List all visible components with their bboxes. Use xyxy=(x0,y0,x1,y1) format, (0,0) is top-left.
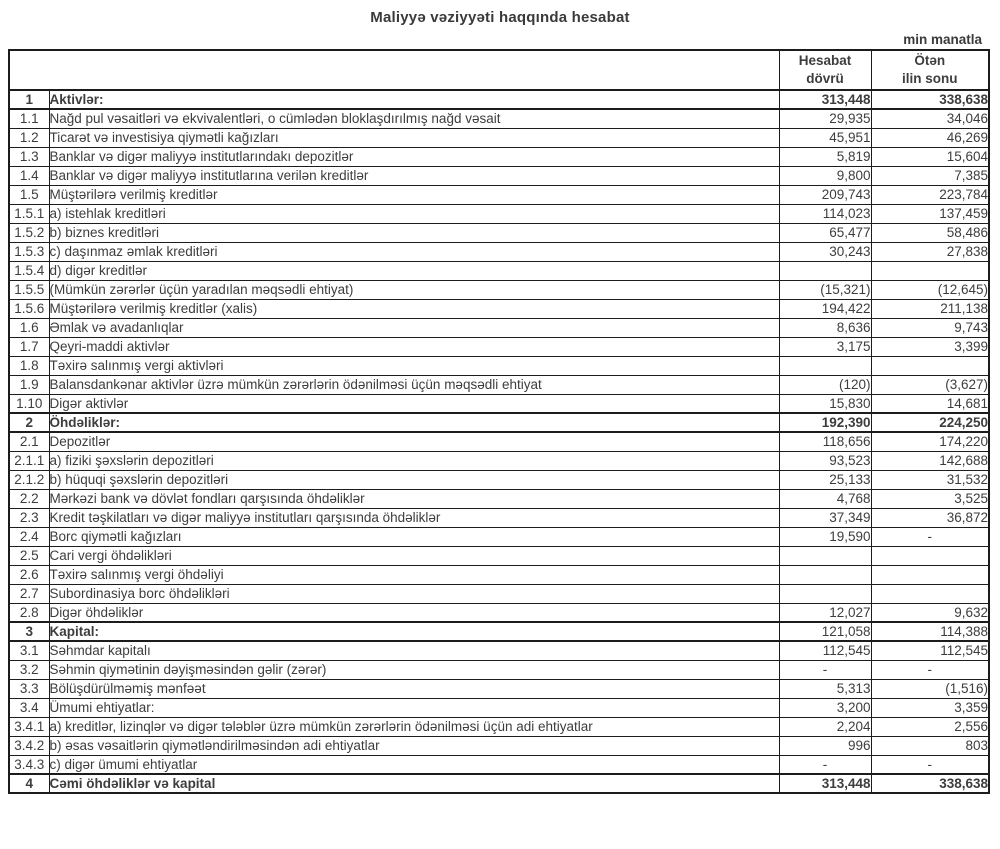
row-label: Banklar və digər maliyyə institutlarındakı depozitlər xyxy=(49,147,779,166)
value-prior-period: 142,688 xyxy=(871,451,989,470)
value-current-period: 5,313 xyxy=(779,679,871,698)
page-title: Maliyyə vəziyyəti haqqında hesabat xyxy=(370,9,630,26)
row-number: 3.4.3 xyxy=(9,755,49,774)
value-prior-period: 31,532 xyxy=(871,470,989,489)
row-label: a) kreditlər, lizinqlər və digər tələblər üzrə mümkün zərərlərin ödənilməsi üçün adi ehtiyatlar xyxy=(49,717,779,736)
value-current-period xyxy=(779,584,871,603)
table-row xyxy=(9,622,989,641)
row-label: a) fiziki şəxslərin depozitləri xyxy=(49,451,779,470)
row-number: 1.5.4 xyxy=(9,261,49,280)
value-current-period: 3,175 xyxy=(779,337,871,356)
row-label: Kapital: xyxy=(49,622,779,641)
value-prior-period: 14,681 xyxy=(871,394,989,413)
row-number: 1.5.5 xyxy=(9,280,49,299)
value-prior-period: 9,632 xyxy=(871,603,989,622)
row-number: 2.7 xyxy=(9,584,49,603)
value-prior-period: (12,645) xyxy=(871,280,989,299)
value-prior-period: 137,459 xyxy=(871,204,989,223)
value-current-period: 2,204 xyxy=(779,717,871,736)
value-current-period: 192,390 xyxy=(779,413,871,432)
value-current-period: 209,743 xyxy=(779,185,871,204)
financial-position-table xyxy=(8,49,990,794)
table-row xyxy=(9,223,989,242)
header-current-line2: dövrü xyxy=(806,71,844,86)
value-current-period: (120) xyxy=(779,375,871,394)
value-current-period: 996 xyxy=(779,736,871,755)
value-prior-period: 211,138 xyxy=(871,299,989,318)
value-prior-period: 338,638 xyxy=(871,774,989,793)
table-row xyxy=(9,660,989,679)
row-number: 2.4 xyxy=(9,527,49,546)
row-label: b) hüquqi şəxslərin depozitləri xyxy=(49,470,779,489)
row-number: 2.5 xyxy=(9,546,49,565)
value-current-period: - xyxy=(779,660,871,679)
value-prior-period: 803 xyxy=(871,736,989,755)
row-label: c) digər ümumi ehtiyatlar xyxy=(49,755,779,774)
header-prior-line1: Ötən xyxy=(914,53,946,69)
row-number: 1.3 xyxy=(9,147,49,166)
table-row xyxy=(9,90,989,109)
row-number: 2 xyxy=(9,413,49,432)
table-row xyxy=(9,375,989,394)
value-current-period: 118,656 xyxy=(779,432,871,451)
row-label: Cari vergi öhdəlikləri xyxy=(49,546,779,565)
value-current-period: 45,951 xyxy=(779,128,871,147)
value-current-period: 4,768 xyxy=(779,489,871,508)
row-number: 1.8 xyxy=(9,356,49,375)
table-row xyxy=(9,432,989,451)
row-label: Kredit təşkilatları və digər maliyyə institutları qarşısında öhdəliklər xyxy=(49,508,779,527)
value-current-period: 121,058 xyxy=(779,622,871,641)
row-number: 3.4 xyxy=(9,698,49,717)
table-row xyxy=(9,451,989,470)
value-prior-period xyxy=(871,565,989,584)
value-current-period xyxy=(779,565,871,584)
value-prior-period: 34,046 xyxy=(871,109,989,128)
value-current-period: 313,448 xyxy=(779,774,871,793)
row-label: Balansdankənar aktivlər üzrə mümkün zərərlərin ödənilməsi üçün məqsədli ehtiyat xyxy=(49,375,779,394)
value-current-period: 194,422 xyxy=(779,299,871,318)
row-label: Təxirə salınmış vergi öhdəliyi xyxy=(49,565,779,584)
value-current-period: 112,545 xyxy=(779,641,871,660)
value-prior-period: (3,627) xyxy=(871,375,989,394)
table-header xyxy=(9,50,989,90)
row-label: Aktivlər: xyxy=(49,90,779,109)
value-current-period: 29,935 xyxy=(779,109,871,128)
row-label: Səhmin qiymətinin dəyişməsindən gəlir (zərər) xyxy=(49,660,779,679)
row-label: Qeyri-maddi aktivlər xyxy=(49,337,779,356)
value-current-period: 15,830 xyxy=(779,394,871,413)
value-prior-period: 3,525 xyxy=(871,489,989,508)
value-prior-period: 58,486 xyxy=(871,223,989,242)
value-prior-period: 224,250 xyxy=(871,413,989,432)
row-number: 3.4.1 xyxy=(9,717,49,736)
value-current-period: 25,133 xyxy=(779,470,871,489)
value-current-period: 5,819 xyxy=(779,147,871,166)
table-row xyxy=(9,546,989,565)
value-current-period: 37,349 xyxy=(779,508,871,527)
row-number: 1.10 xyxy=(9,394,49,413)
value-current-period: 9,800 xyxy=(779,166,871,185)
row-label: Subordinasiya borc öhdəlikləri xyxy=(49,584,779,603)
row-number: 1.9 xyxy=(9,375,49,394)
row-number: 2.2 xyxy=(9,489,49,508)
row-label: Banklar və digər maliyyə institutlarına verilən kreditlər xyxy=(49,166,779,185)
table-row xyxy=(9,489,989,508)
value-prior-period: 2,556 xyxy=(871,717,989,736)
value-prior-period: 3,399 xyxy=(871,337,989,356)
row-number: 1.4 xyxy=(9,166,49,185)
row-number: 1 xyxy=(9,90,49,109)
row-number: 3.1 xyxy=(9,641,49,660)
table-row xyxy=(9,508,989,527)
value-current-period: 3,200 xyxy=(779,698,871,717)
row-label: Ümumi ehtiyatlar: xyxy=(49,698,779,717)
row-label: Cəmi öhdəliklər və kapital xyxy=(49,774,779,793)
row-number: 3.3 xyxy=(9,679,49,698)
table-row xyxy=(9,128,989,147)
value-prior-period: - xyxy=(871,527,989,546)
row-number: 1.1 xyxy=(9,109,49,128)
value-prior-period: 114,388 xyxy=(871,622,989,641)
value-prior-period: - xyxy=(871,660,989,679)
value-current-period xyxy=(779,356,871,375)
value-current-period: 19,590 xyxy=(779,527,871,546)
row-number: 1.5.1 xyxy=(9,204,49,223)
value-prior-period: 174,220 xyxy=(871,432,989,451)
row-label: c) daşınmaz əmlak kreditləri xyxy=(49,242,779,261)
row-label: Borc qiymətli kağızları xyxy=(49,527,779,546)
row-number: 1.5.2 xyxy=(9,223,49,242)
value-prior-period: 3,359 xyxy=(871,698,989,717)
row-label: Ticarət və investisiya qiymətli kağızları xyxy=(49,128,779,147)
value-current-period: 93,523 xyxy=(779,451,871,470)
value-current-period: 65,477 xyxy=(779,223,871,242)
table-row xyxy=(9,185,989,204)
table-row xyxy=(9,413,989,432)
table-body xyxy=(9,90,989,793)
table-row xyxy=(9,470,989,489)
table-row xyxy=(9,242,989,261)
row-number: 2.1 xyxy=(9,432,49,451)
row-label: Digər aktivlər xyxy=(49,394,779,413)
value-prior-period: 46,269 xyxy=(871,128,989,147)
table-row xyxy=(9,337,989,356)
row-number: 3.4.2 xyxy=(9,736,49,755)
row-number: 1.6 xyxy=(9,318,49,337)
value-current-period xyxy=(779,546,871,565)
row-label: b) əsas vəsaitlərin qiymətləndirilməsindən adi ehtiyatlar xyxy=(49,736,779,755)
table-row xyxy=(9,147,989,166)
row-label: Depozitlər xyxy=(49,432,779,451)
table-row xyxy=(9,641,989,660)
row-label: Əmlak və avadanlıqlar xyxy=(49,318,779,337)
row-label: Digər öhdəliklər xyxy=(49,603,779,622)
table-row xyxy=(9,679,989,698)
row-label: Təxirə salınmış vergi aktivləri xyxy=(49,356,779,375)
row-label: Öhdəliklər: xyxy=(49,413,779,432)
value-prior-period: 9,743 xyxy=(871,318,989,337)
table-row xyxy=(9,565,989,584)
table-row xyxy=(9,204,989,223)
row-number: 1.7 xyxy=(9,337,49,356)
value-prior-period: 15,604 xyxy=(871,147,989,166)
row-label: Mərkəzi bank və dövlət fondları qarşısında öhdəliklər xyxy=(49,489,779,508)
value-prior-period: 36,872 xyxy=(871,508,989,527)
row-number: 2.6 xyxy=(9,565,49,584)
row-label: Müştərilərə verilmiş kreditlər xyxy=(49,185,779,204)
value-current-period: 313,448 xyxy=(779,90,871,109)
unit-note: min manatla xyxy=(903,32,982,47)
value-current-period: 114,023 xyxy=(779,204,871,223)
row-number: 3.2 xyxy=(9,660,49,679)
value-prior-period xyxy=(871,261,989,280)
row-number: 1.2 xyxy=(9,128,49,147)
header-empty-cell xyxy=(9,50,779,90)
table-row xyxy=(9,356,989,375)
table-row xyxy=(9,774,989,793)
table-row xyxy=(9,698,989,717)
value-current-period: - xyxy=(779,755,871,774)
row-number: 3 xyxy=(9,622,49,641)
table-row xyxy=(9,109,989,128)
value-current-period: (15,321) xyxy=(779,280,871,299)
row-number: 2.1.2 xyxy=(9,470,49,489)
value-prior-period: - xyxy=(871,755,989,774)
header-prior-period xyxy=(871,50,989,90)
row-number: 1.5 xyxy=(9,185,49,204)
row-number: 1.5.6 xyxy=(9,299,49,318)
value-current-period: 8,636 xyxy=(779,318,871,337)
value-prior-period: 27,838 xyxy=(871,242,989,261)
value-prior-period xyxy=(871,584,989,603)
row-label: (Mümkün zərərlər üçün yaradılan məqsədli ehtiyat) xyxy=(49,280,779,299)
value-current-period: 30,243 xyxy=(779,242,871,261)
table-row xyxy=(9,166,989,185)
value-prior-period: 223,784 xyxy=(871,185,989,204)
row-label: d) digər kreditlər xyxy=(49,261,779,280)
row-label: a) istehlak kreditləri xyxy=(49,204,779,223)
value-current-period: 12,027 xyxy=(779,603,871,622)
header-current-line1: Hesabat xyxy=(798,53,852,69)
row-label: Bölüşdürülməmiş mənfəət xyxy=(49,679,779,698)
table-row xyxy=(9,736,989,755)
header-row xyxy=(9,50,989,90)
value-current-period xyxy=(779,261,871,280)
table-row xyxy=(9,755,989,774)
table-row xyxy=(9,299,989,318)
row-number: 4 xyxy=(9,774,49,793)
row-label: Nağd pul vəsaitləri və ekvivalentləri, o cümlədən bloklaşdırılmış nağd vəsait xyxy=(49,109,779,128)
row-number: 2.8 xyxy=(9,603,49,622)
value-prior-period xyxy=(871,546,989,565)
table-row xyxy=(9,717,989,736)
table-row xyxy=(9,584,989,603)
value-prior-period: (1,516) xyxy=(871,679,989,698)
row-number: 2.3 xyxy=(9,508,49,527)
table-row xyxy=(9,527,989,546)
value-prior-period: 338,638 xyxy=(871,90,989,109)
table-row xyxy=(9,394,989,413)
value-prior-period: 112,545 xyxy=(871,641,989,660)
table-row xyxy=(9,603,989,622)
value-prior-period: 7,385 xyxy=(871,166,989,185)
table-row xyxy=(9,318,989,337)
table-row xyxy=(9,280,989,299)
row-label: Səhmdar kapitalı xyxy=(49,641,779,660)
row-label: b) biznes kreditləri xyxy=(49,223,779,242)
value-prior-period xyxy=(871,356,989,375)
row-number: 1.5.3 xyxy=(9,242,49,261)
table-row xyxy=(9,261,989,280)
row-number: 2.1.1 xyxy=(9,451,49,470)
header-prior-line2: ilin sonu xyxy=(902,71,958,86)
row-label: Müştərilərə verilmiş kreditlər (xalis) xyxy=(49,299,779,318)
header-current-period xyxy=(779,50,871,90)
